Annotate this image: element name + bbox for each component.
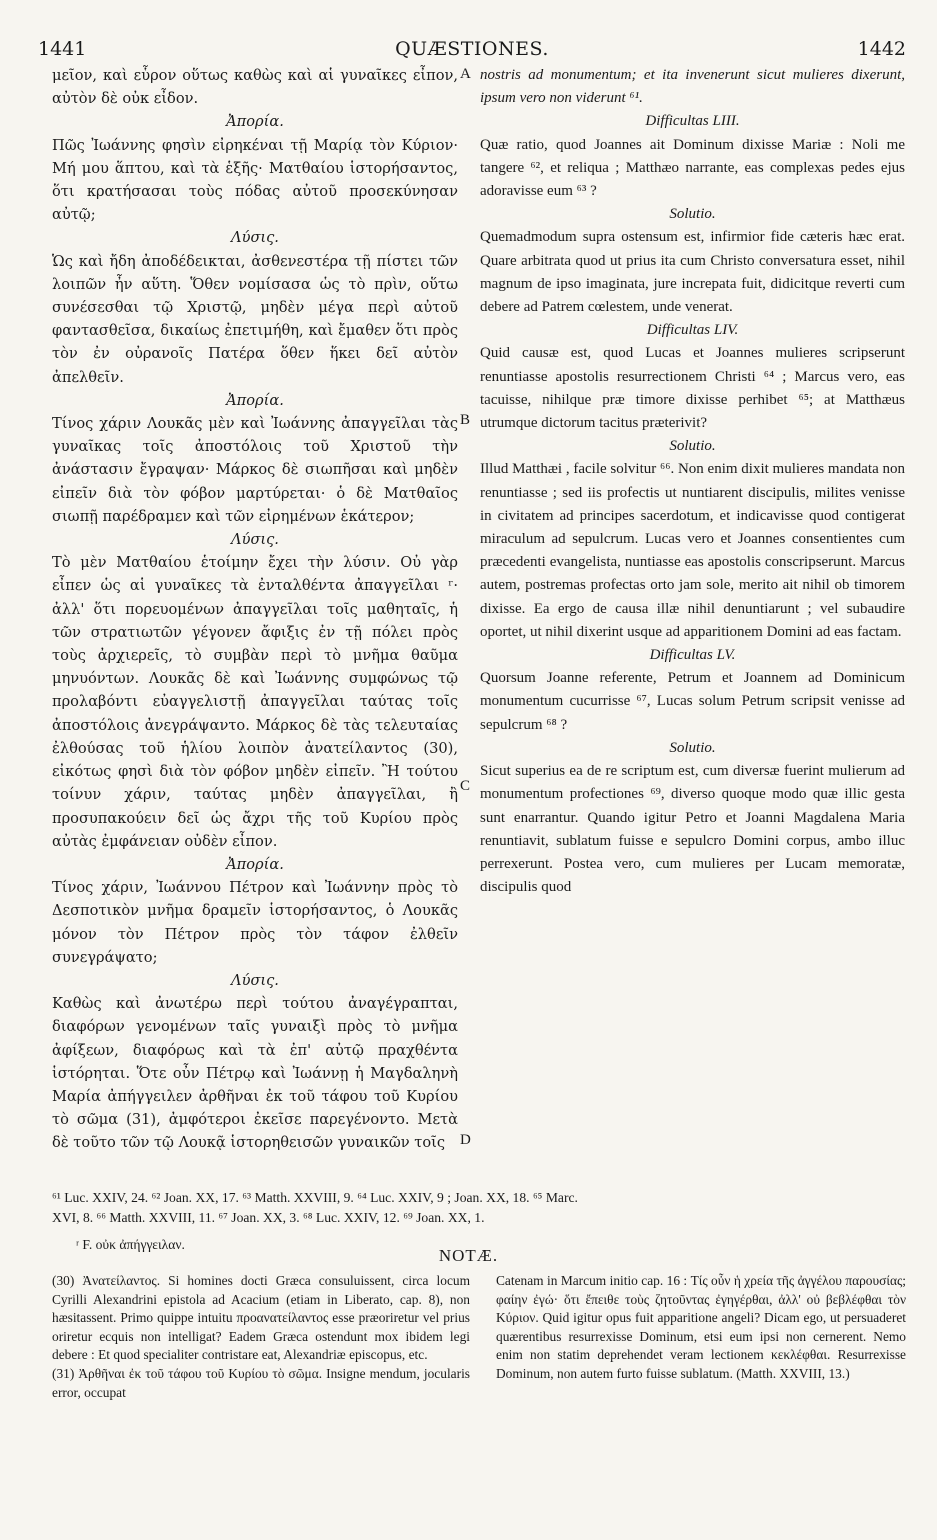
paragraph: Quid causæ est, quod Lucas et Joannes mulieres scripserunt renuntiasse apostolis resurrectionem Christi ⁶⁴ ; Marcus vero, eas tacuisse, nihilque præ timore dixisse perhibet ⁶⁵; at Matthæus utrumque dictorum tacitus præterivit? [480, 345, 905, 432]
notes-right-column [496, 1272, 906, 1384]
section-heading: Difficultas LV. [649, 647, 736, 664]
note-paragraph: (30) Ἀνατείλαντος. Si homines docti Græca consuluissent, circa locum Cyrilli Alexandrini epistola ad Acacium (etiam in Liberato, cap. 8), non hæsitassent. Primo quippe intuitu προανατείλαντος esse præoriretur vel prius oriretur ecquis non intelligat? Eadem Græca ostendunt mox ibidem legi debere : Et quod specialiter contristare eat, Alexandriæ episcopus, etc. [52, 1273, 470, 1363]
section-heading: Λύσις. [231, 229, 279, 247]
footnote-line: ⁶¹ Luc. XXIV, 24. ⁶² Joan. XX, 17. ⁶³ Matth. XXVIII, 9. ⁶⁴ Luc. XXIV, 9 ; Joan. XX, 18. ⁶⁵ Marc. [52, 1190, 578, 1205]
paragraph: Illud Matthæi , facile solvitur ⁶⁶. Non enim dixit mulieres mandata non renuntiasse ; sed iis profectis ut nuntiarent discipulis, milites venisse in civitatem ad principes sacerdotum, et indicavisse quod contigerat miraculum ad sepulcrum. Lucas vero et Joannes consentientes cum præcedenti evangelista, nuntiasse eas apostolis conscripserunt. Marcus autem, postremas profectas orto jam sole, merito ait nihil ob timorem dixisse. Ea ergo de causa illæ nihil denuntiarunt ; vel subaudire oportet, ut nihil dixerint usque ad apparitionem Domini ad eas factam. [480, 461, 905, 640]
section-heading: Difficultas LIV. [646, 322, 739, 339]
section-heading: Solutio. [669, 739, 716, 756]
section-heading: Solutio. [669, 438, 716, 455]
paragraph: nostris ad monumentum; et ita invenerunt sicut mulieres dixerunt, ipsum vero non viderunt ⁶¹. [480, 67, 905, 107]
paragraph: Καθὼς καὶ ἀνωτέρω περὶ τούτου ἀναγέγραπται, διαφόρων γενομένων ταῖς γυναιξὶ πρὸς τὸ μνῆμα ἀφίξεων, διαφόρως καὶ τὰ ἐπ' αὐτῷ πραχθέντα ἱστόρηται. Ὅτε οὖν Πέτρῳ καὶ Ἰωάννῃ ἡ Μαγδαληνὴ Μαρία ἀπήγγειλεν ἀρθῆναι ἐκ τοῦ τάφου τοῦ Κυρίου τὸ σῶμα (31), ἀμφότεροι ἐκεῖσε παρεγένοντο. Μετὰ δὲ τοῦτο τῶν τῷ Λουκᾷ ἱστορηθεισῶν γυναικῶν τοῖς [52, 995, 458, 1152]
latin-column [480, 64, 905, 1186]
paragraph: Quorsum Joanne referente, Petrum et Joannem ad Dominicum monumentum cucurrisse ⁶⁷, Lucas solum Petrum scripsit venisse ad sepulcrum ⁶⁸ ? [480, 670, 905, 733]
margin-letter-d: D [460, 1132, 471, 1148]
section-heading: Solutio. [669, 206, 716, 223]
greek-column [52, 64, 458, 1186]
section-heading: Ἀπορία. [226, 113, 284, 131]
note-paragraph: (31) Ἀρθῆναι ἐκ τοῦ τάφου τοῦ Κυρίου τὸ σῶμα. Insigne mendum, jocularis error, occupat [52, 1365, 470, 1400]
page-number-left: 1441 [38, 38, 87, 60]
paragraph: Τίνος χάριν, Ἰωάννου Πέτρον καὶ Ἰωάννην πρὸς τὸ Δεσποτικὸν μνῆμα δραμεῖν ἱστορήσαντος, ὁ Λουκᾶς μόνον τὸν Πέτρον πρὸς τὸν τάφον ἐλθεῖν συνεγράψατο; [52, 879, 458, 966]
section-heading: Ἀπορία. [226, 855, 284, 873]
paragraph: Quæ ratio, quod Joannes ait Dominum dixisse Mariæ : Noli me tangere ⁶², et reliqua ; Matthæo narrante, eas complexas pedes ejus adoravisse eum ⁶³ ? [480, 136, 905, 200]
margin-letter-c: C [460, 778, 471, 794]
paragraph: Ὡς καὶ ἤδη ἀποδέδεικται, ἀσθενεστέρα τῇ πίστει τῶν λοιπῶν ἦν αὕτη. Ὅθεν νομίσασα ὡς τὸ πρὶν, οὕτω συνέσεσθαι τῷ Χριστῷ, μηδὲν μέγα περὶ αὐτοῦ φαντασθεῖσα, δικαίως ἐπετιμήθη, καὶ ἔμαθεν ὅτι πρὸς τὸν ἐν οὐρανοῖς Πατέρα ὅθεν ἥκει δεῖ αὐτὸν ἀπελθεῖν. [52, 252, 458, 386]
section-heading: Ἀπορία. [226, 391, 284, 409]
paragraph: μεῖον, καὶ εὗρον οὕτως καθὼς καὶ αἱ γυναῖκες εἶπον, αὐτὸν δὲ οὐκ εἶδον. [52, 67, 458, 108]
section-heading: Λύσις. [231, 971, 279, 989]
note-paragraph: Catenam in Marcum initio cap. 16 : Τίς οὖν ἡ χρεία τῆς ἀγγέλου παρουσίας; φαίην ἐγώ· ὅτι ἔπειθε τοὺς ζητοῦντας ἐγηγέρθαι, ἀλλ' οὐ βεβλέφθαι τὸν Κύριον. Quid igitur opus fuit apparitione angeli? Dicam ego, ut persuaderet quærentibus resurrexisse Dominum, etsi eum ipsi non cernerent. Nemo enim non statim deprehendet veram lectionem κεκλέφθαι. Resurrexisse Dominum, non autem furto fuisse sublatum. (Matth. XXVIII, 13.) [496, 1273, 906, 1381]
paragraph: Τίνος χάριν Λουκᾶς μὲν καὶ Ἰωάννης ἀπαγγεῖλαι τὰς γυναῖκας τοῖς ἀποστόλοις τοῦ Χριστοῦ τὴν ἀνάστασιν ἔγραψαν· Μάρκος δὲ σιωπῆσαι καὶ μηδὲν εἰπεῖν διὰ τὸν φόβον μαρτύρεται· ὁ δὲ Ματθαῖος σιωπῇ παρέδραμεν καὶ τῶν εἰρημένων ἑκάτερον; [52, 415, 458, 525]
variant-reading: ʳ F. οὐκ ἀπήγγειλαν. [76, 1237, 185, 1252]
running-title: QUÆSTIONES. [395, 38, 549, 60]
paragraph: Quemadmodum supra ostensum est, infirmior fide cæteris hæc erat. Quare arbitrata quod ut prius ita cum Christo conversatura esset, nihil magnum de ipso imaginata, jure increpata fuit, didicitque reverti cum debere ad Patrem cœlestem, unde venerat. [480, 229, 905, 316]
paragraph: Sicut superius ea de re scriptum est, cum diversæ fuerint mulierum ad monumentum profectiones ⁶⁹, diverso quoque modo quæ illic gesta sunt enarrantur. Quando igitur Petro et Joanni Magdalena Maria renuntiavit, sublatum fuisse e sepulcro Domini corpus, ambo illuc perrexerunt. Postea vero, cum mulieres per Lucam memoratæ, discipulis quod [480, 763, 905, 896]
paragraph: Τὸ μὲν Ματθαίου ἑτοίμην ἔχει τὴν λύσιν. Οὐ γὰρ εἶπεν ὡς αἱ γυναῖκες τὰ ἐνταλθέντα ἀπαγγεῖλαι ʳ· ἀλλ' ὅτι πορευομένων ἀπαγγεῖλαι τοῖς μαθηταῖς, ἡ τῶν στρατιωτῶν γέγονεν ἄφιξις ἐν τῇ πόλει πρὸς τοὺς ἀρχιερεῖς, τὸ συμβὰν περὶ τὸ μνῆμα θαῦμα μηνυόντων. Λουκᾶς δὲ καὶ Ἰωάννης συμφώνως τῷ προλαβόντι εὐαγγελιστῇ ἀπαγγεῖλαι ταύτας τοῖς ἀποστόλοις ἀνεγράψαντο. Μάρκος δὲ τὰς τελευταίας ἐλθούσας τοῦ ἡλίου λοιπὸν ἀνατείλαντος (30), εἰκότως φησὶ διὰ τὸν φόβον μηδὲν εἰπεῖν. Ἢ τούτου τοίνυν χάριν, ταύτας μηδὲν ἀπαγγεῖλαι, ἢ προσυπακούειν δεῖ ὡς ἄχρι τῆς τοῦ Κυρίου πρὸς αὐτὰς ἐμφάνειαν οὐδὲν εἶπον. [52, 554, 458, 850]
notes-heading: NOTÆ. [438, 1246, 499, 1265]
margin-letter-b: B [460, 412, 471, 428]
page-number-right: 1442 [857, 38, 906, 60]
section-heading: Difficultas LIII. [645, 113, 740, 130]
footnotes [52, 1188, 905, 1228]
paragraph: Πῶς Ἰωάννης φησὶν εἰρηκέναι τῇ Μαρίᾳ τὸν Κύριον· Μή μου ἅπτου, καὶ τὰ ἑξῆς· Ματθαίου ἱστορήσαντος, ὅτι κρατήσασαι τοὺς πόδας αὐτοῦ προσεκύνησαν αὐτῷ; [52, 136, 458, 224]
section-heading: Λύσις. [231, 531, 279, 549]
footnote-line: XVI, 8. ⁶⁶ Matth. XXVIII, 11. ⁶⁷ Joan. XX, 3. ⁶⁸ Luc. XXIV, 12. ⁶⁹ Joan. XX, 1. [52, 1210, 485, 1225]
notes-left-column [52, 1272, 470, 1402]
page-header [38, 38, 906, 64]
margin-letter-a: A [460, 66, 471, 82]
